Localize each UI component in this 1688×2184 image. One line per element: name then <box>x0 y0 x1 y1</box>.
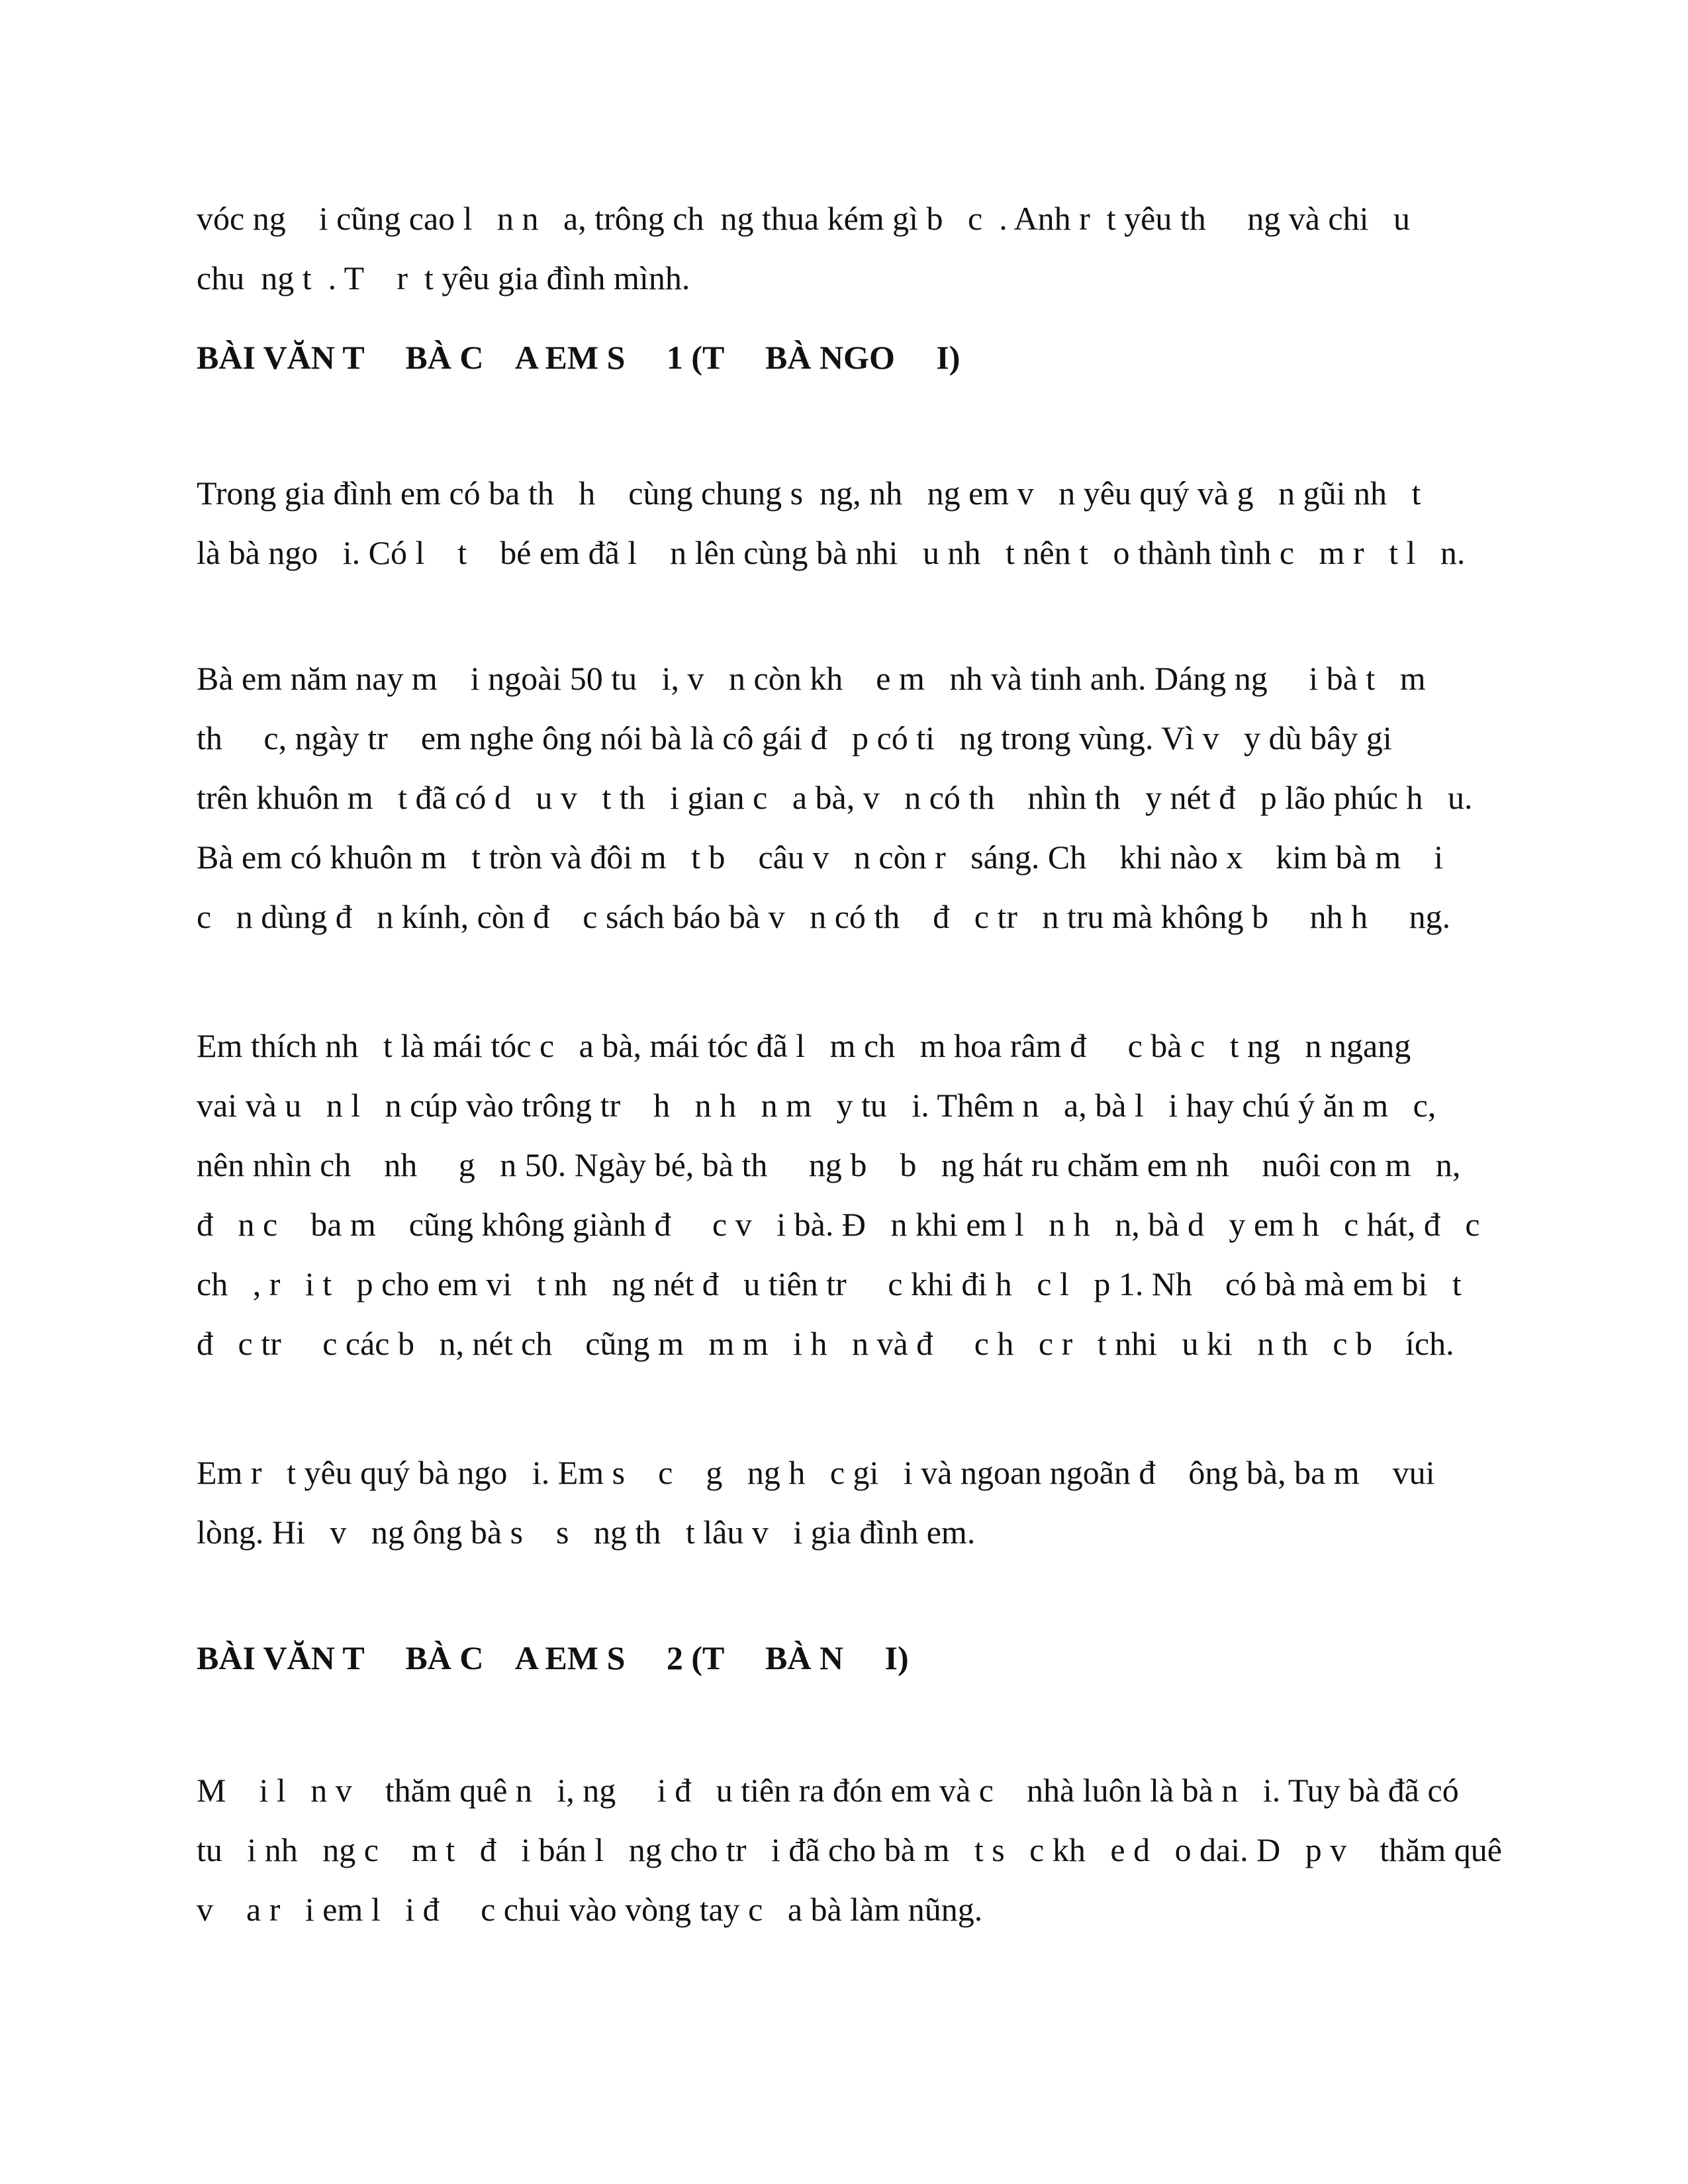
s2-p1-line-2: tu i nh ng c m t đ i bán l ng cho tr i đã cho bà m t s c kh e d o dai. D p v thăm quê <box>197 1831 1502 1868</box>
s2-p1-line-3: v a r i em l i đ c chui vào vòng tay c a bà làm nũng. <box>197 1891 983 1928</box>
s1-p3-line-6: đ c tr c các b n, nét ch cũng m m m i h n và đ c h c r t nhi u ki n th c b ích. <box>197 1325 1454 1362</box>
s2-p1-line-1: M i l n v thăm quê n i, ng i đ u tiên ra đón em và c nhà luôn là bà n i. Tuy bà đã có <box>197 1772 1459 1809</box>
s1-p2-line-4: Bà em có khuôn m t tròn và đôi m t b câu v n còn r sáng. Ch khi nào x kim bà m i <box>197 839 1444 876</box>
s1-p4-line-2: lòng. Hi v ng ông bà s s ng th t lâu v i gia đình em. <box>197 1514 976 1551</box>
s1-p4-line-1: Em r t yêu quý bà ngo i. Em s c g ng h c gi i và ngoan ngoãn đ ông bà, ba m vui <box>197 1454 1435 1491</box>
intro-line-1: vóc ng i cũng cao l n n a, trông ch ng thua kém gì b c . Anh r t yêu th ng và chi u <box>197 200 1410 237</box>
section-heading-2: BÀI VĂN T BÀ C A EM S 2 (T BÀ N I) <box>197 1639 909 1676</box>
s1-p3-line-1: Em thích nh t là mái tóc c a bà, mái tóc đã l m ch m hoa râm đ c bà c t ng n ngang <box>197 1027 1411 1064</box>
s1-p1-line-2: là bà ngo i. Có l t bé em đã l n lên cùng bà nhi u nh t nên t o thành tình c m r t l n. <box>197 534 1466 571</box>
s1-p3-line-3: nên nhìn ch nh g n 50. Ngày bé, bà th ng b b ng hát ru chăm em nh nuôi con m n, <box>197 1146 1461 1183</box>
s1-p2-line-2: th c, ngày tr em nghe ông nói bà là cô gái đ p có ti ng trong vùng. Vì v y dù bây gi <box>197 719 1392 756</box>
s1-p2-line-1: Bà em năm nay m i ngoài 50 tu i, v n còn kh e m nh và tinh anh. Dáng ng i bà t m <box>197 660 1426 697</box>
s1-p2-line-3: trên khuôn m t đã có d u v t th i gian c a bà, v n có th nhìn th y nét đ p lão phúc h u. <box>197 779 1473 816</box>
s1-p1-line-1: Trong gia đình em có ba th h cùng chung s ng, nh ng em v n yêu quý và g n gũi nh t <box>197 475 1421 512</box>
s1-p3-line-5: ch , r i t p cho em vi t nh ng nét đ u tiên tr c khi đi h c l p 1. Nh có bà mà em bi t <box>197 1265 1462 1302</box>
s1-p2-line-5: c n dùng đ n kính, còn đ c sách báo bà v n có th đ c tr n tru mà không b nh h ng. <box>197 898 1451 935</box>
section-heading-1: BÀI VĂN T BÀ C A EM S 1 (T BÀ NGO I) <box>197 339 961 376</box>
s1-p3-line-4: đ n c ba m cũng không giành đ c v i bà. Đ n khi em l n h n, bà d y em h c hát, đ c <box>197 1206 1480 1243</box>
s1-p3-line-2: vai và u n l n cúp vào trông tr h n h n m y tu i. Thêm n a, bà l i hay chú ý ăn m c, <box>197 1087 1436 1124</box>
intro-line-2: chu ng t . T r t yêu gia đình mình. <box>197 259 690 296</box>
